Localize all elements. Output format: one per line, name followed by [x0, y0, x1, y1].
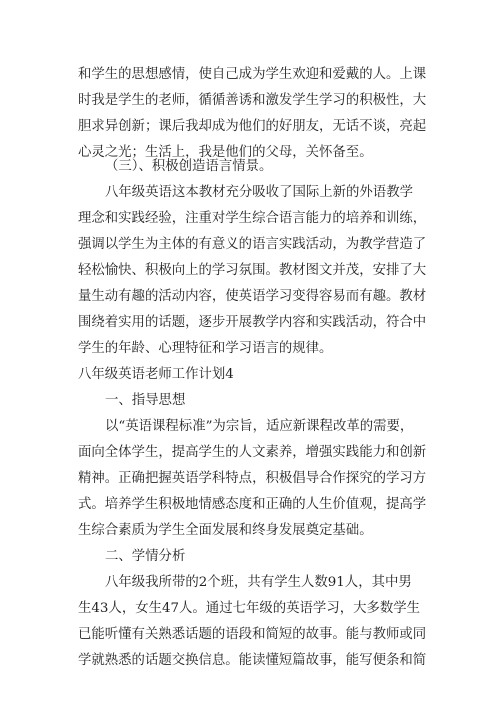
text-line: 量生动有趣的活动内容，使英语学习变得容易而有趣。教材: [78, 289, 427, 304]
section-heading: 二、学情分析: [105, 549, 186, 564]
text-line: 理念和实践经验，注重对学生综合语言能力的培养和训练，: [78, 211, 427, 226]
section-heading: 一、指导思想: [105, 393, 186, 408]
text-line: 强调以学生为主体的有意义的语言实践活动，为教学营造了: [78, 237, 427, 252]
text-line: 胆求异创新；课后我却成为他们的好朋友，无话不谈，亮起: [78, 119, 427, 134]
text-line: 面向全体学生，提高学生的人文素养，增强实践能力和创新: [78, 445, 427, 460]
text-line: 生综合素质为学生全面发展和终身发展奠定基础。: [78, 523, 373, 538]
text-line: 八年级我所带的2个班，共有学生人数91人，其中男: [105, 575, 412, 590]
text-line: 式。培养学生积极地情感态度和正确的人生价值观，提高学: [78, 497, 427, 512]
text-line: 以“英语课程标准”为宗旨，适应新课程改革的需要，: [105, 419, 414, 434]
text-line: 八年级英语这本教材充分吸收了国际上新的外语教学: [105, 185, 413, 200]
document-title: 八年级英语老师工作计划4: [78, 367, 234, 382]
section-heading: （三）、积极创造语言情景。: [105, 159, 273, 174]
text-line: 生43人，女生47人。通过七年级的英语学习，大多数学生: [78, 601, 421, 616]
text-line: 学就熟悉的话题交换信息。能读懂短篇故事，能写便条和简: [78, 653, 427, 668]
text-line: 已能听懂有关熟悉话题的语段和简短的故事。能与教师或同: [78, 627, 427, 642]
text-line: 轻松愉快、积极向上的学习氛围。教材图文并茂，安排了大: [78, 263, 427, 278]
text-line: 和学生的思想感情，使自己成为学生欢迎和爱戴的人。上课: [78, 67, 427, 82]
text-line: 学生的年龄、心理特征和学习语言的规律。: [78, 341, 333, 356]
text-line: 围绕着实用的话题，逐步开展教学内容和实践活动，符合中: [78, 315, 427, 330]
text-line: 精神。正确把握英语学科特点，积极倡导合作探究的学习方: [78, 471, 427, 486]
text-line: 时我是学生的老师，循循善诱和激发学生学习的积极性，大: [78, 93, 427, 108]
text-line: 心灵之光；生活上，我是他们的父母，关怀备至。: [78, 145, 373, 160]
